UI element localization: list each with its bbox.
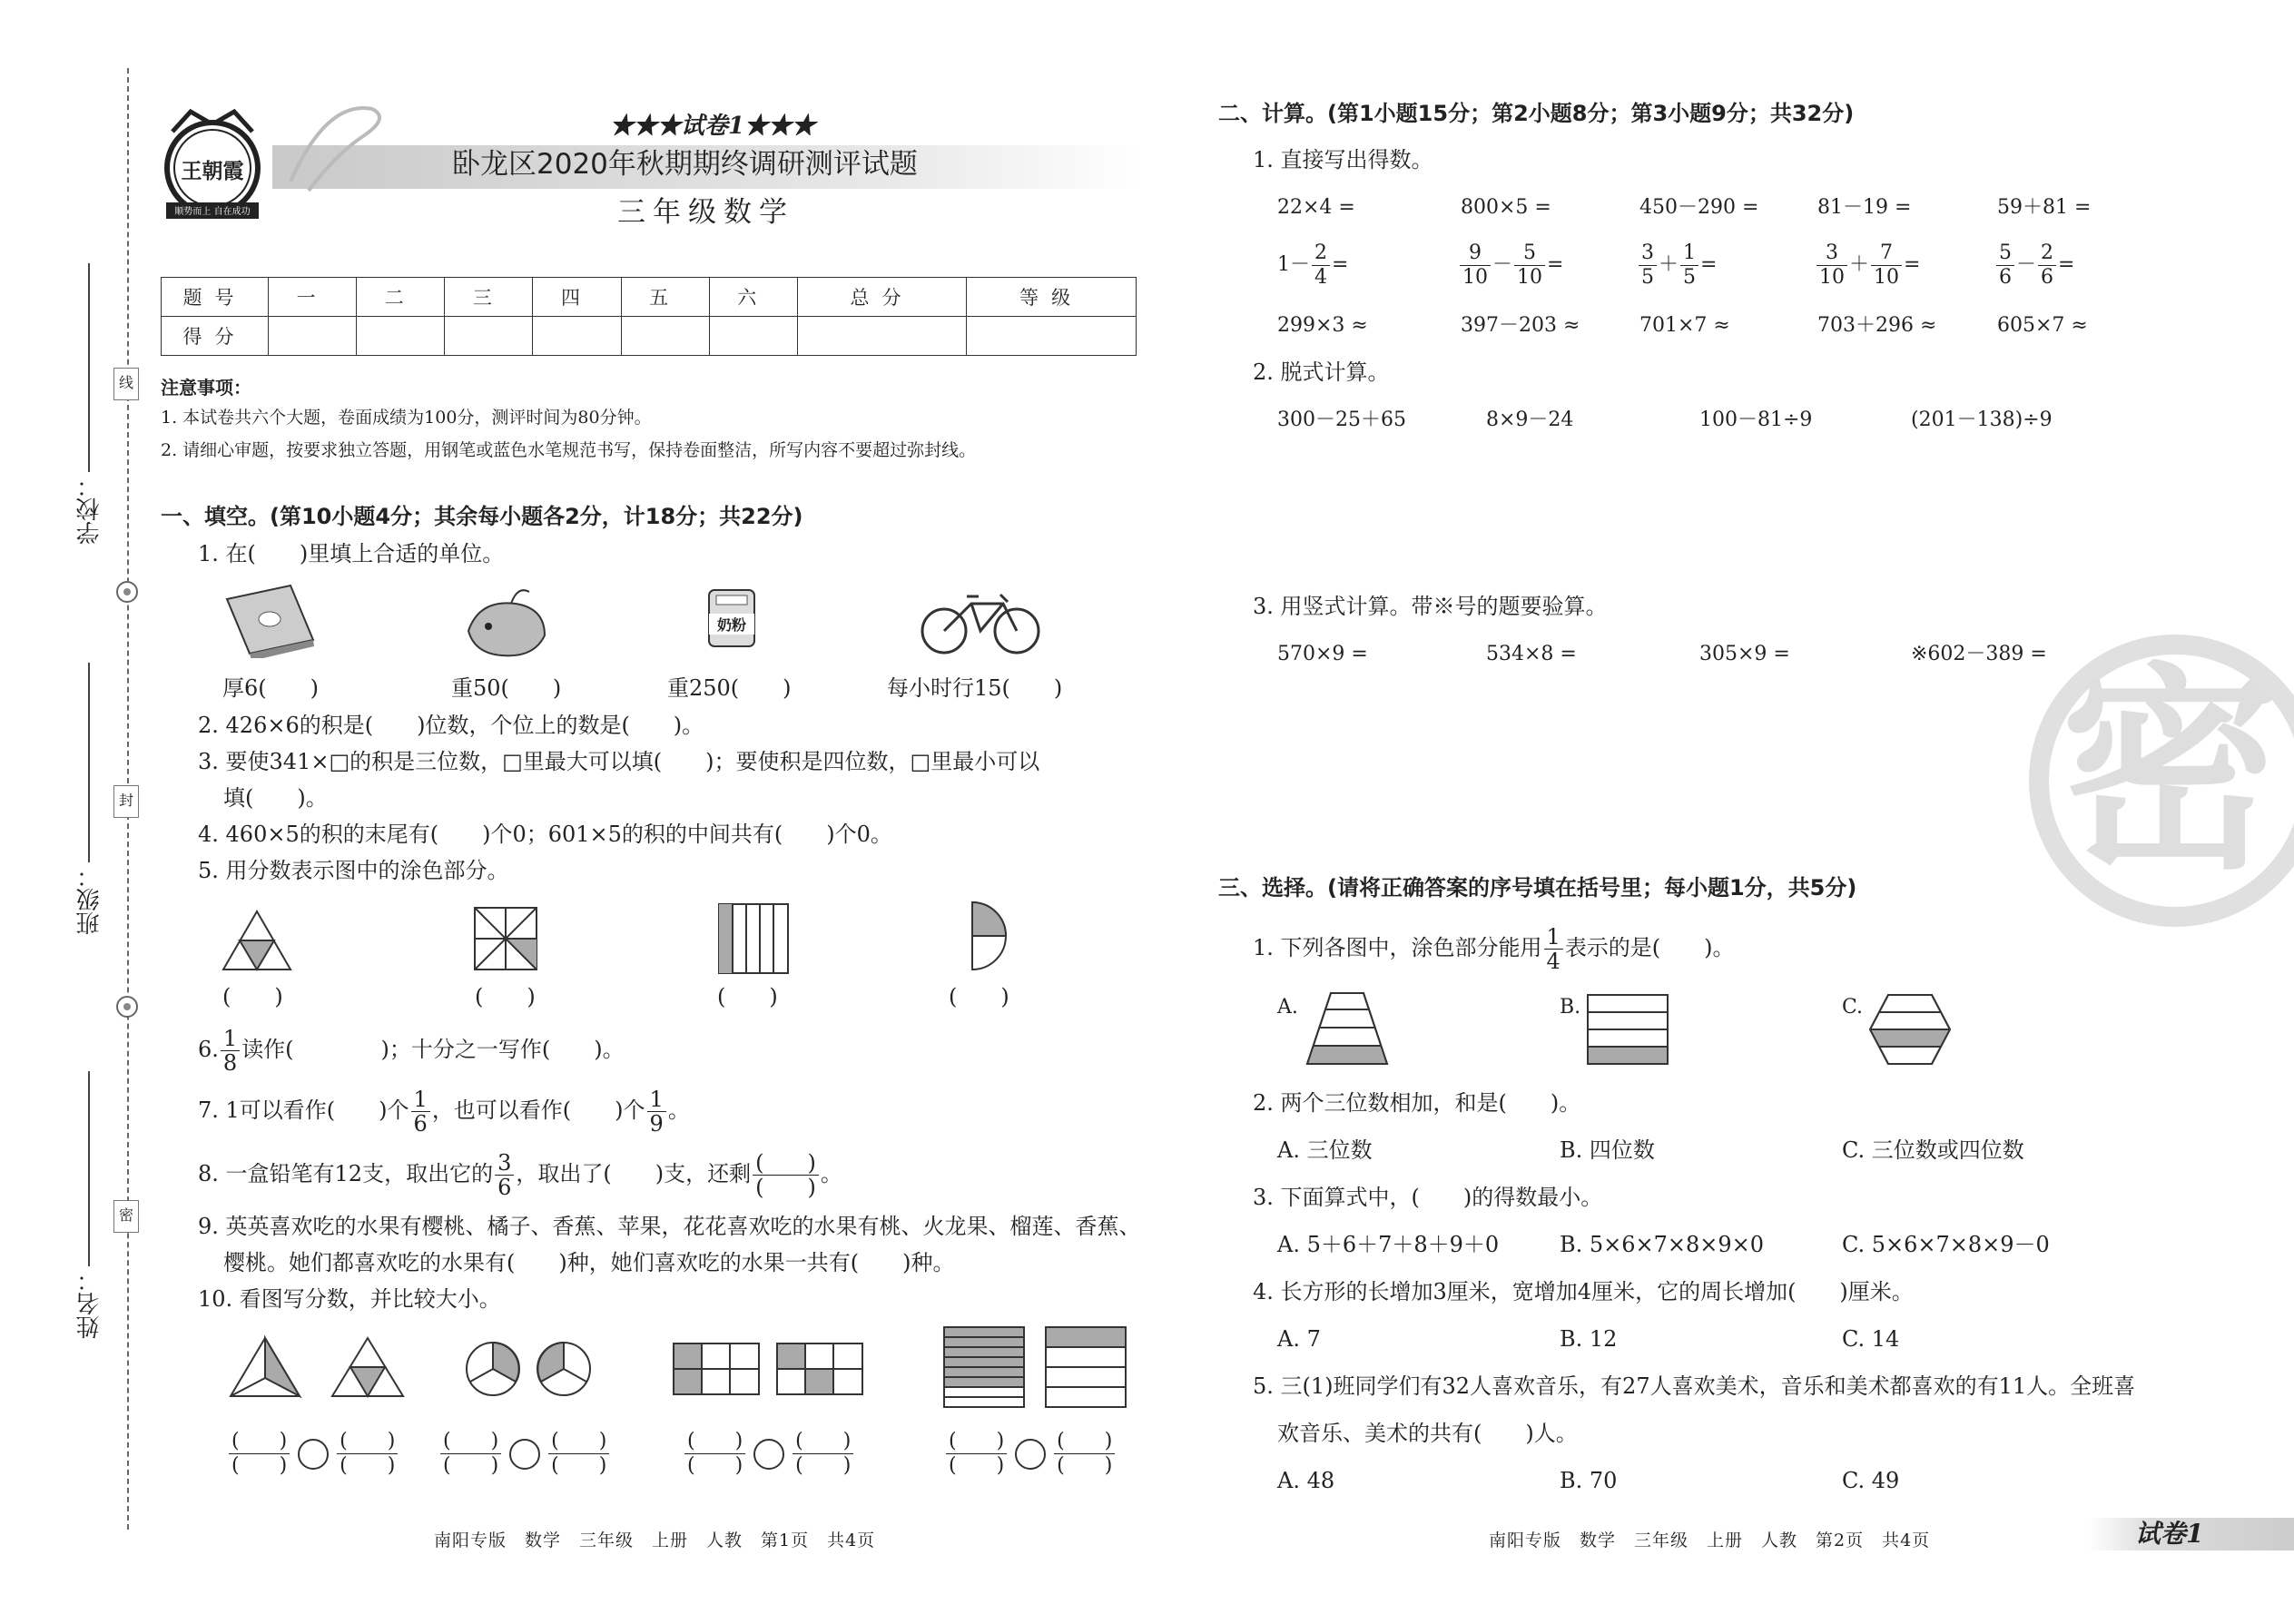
footer-tag: 试卷1 — [2135, 1519, 2204, 1549]
seal-dot-icon — [114, 579, 140, 605]
school-label: 学校： — [76, 474, 103, 545]
q6-number: 6. — [198, 1037, 219, 1062]
milk-powder-label: 奶粉 — [709, 614, 754, 635]
calc-item: 300－25＋65 — [1277, 408, 1406, 431]
brand-logo-subtext: 顺势而上 自在成功 — [174, 207, 251, 217]
name-field[interactable] — [73, 1071, 105, 1353]
milk-powder-icon — [705, 586, 758, 650]
calc-item: (201－138)÷9 — [1911, 408, 2053, 431]
calc-item: 534×8 = — [1486, 643, 1577, 665]
brand-logo — [159, 104, 266, 221]
s1-q7: 7. 1可以看作( )个 $\frac{1}{6}$ ，也可以看作( )个 $\frac{1}{9}$ 。 — [198, 1087, 690, 1137]
q6-text: 读作( )；十分之一写作( )。 — [241, 1037, 625, 1062]
seal-mark-seal: 封 — [113, 785, 139, 818]
s1-q5-blank[interactable]: ( ) — [475, 984, 536, 1009]
s1-q1-item: 每小时行15( ) — [887, 675, 1063, 701]
s1-q3-cont: 填( )。 — [223, 785, 328, 811]
s1-q6 — [198, 1022, 625, 1077]
s1-q8: 8. 一盒铅笔有12支，取出它的 $\frac{3}{6}$ ，取出了( )支，还剩 $\frac{( )}{( )}$ 。 — [198, 1150, 842, 1200]
calc-item: ※602－389 = — [1911, 643, 2047, 665]
option-item[interactable]: A. 三位数 — [1277, 1137, 1373, 1163]
compare-circle[interactable] — [509, 1439, 540, 1470]
s1-q1-item: 重50( ) — [451, 675, 562, 701]
watermark-char: 密 — [2061, 645, 2279, 899]
bicycle-icon — [917, 586, 1044, 658]
score-table-header-row — [162, 278, 1137, 317]
calc-item: 397－203 ≈ — [1461, 314, 1580, 337]
rect-stripes-figure — [1586, 993, 1669, 1066]
section-2-title: 二、计算。(第1小题15分；第2小题8分；第3小题9分；共32分) — [1218, 101, 1855, 126]
option-item[interactable]: A. 7 — [1277, 1326, 1321, 1352]
calc-item: 305×9 = — [1699, 643, 1790, 665]
calc-item: 81－19 = — [1817, 196, 1912, 219]
calc-item: 605×7 ≈ — [1997, 314, 2088, 337]
option-item[interactable]: B. 5×6×7×8×9×0 — [1560, 1232, 1765, 1257]
whale-toy-icon — [461, 581, 552, 663]
score-input[interactable] — [621, 317, 709, 356]
option-item[interactable]: B. 70 — [1560, 1468, 1618, 1493]
s1-q10: 10. 看图写分数，并比较大小。 — [198, 1286, 501, 1312]
calc-item: 703＋296 ≈ — [1817, 314, 1937, 337]
circle-parts-figure — [463, 1339, 595, 1399]
s3-q3: 3. 下面算式中，( )的得数最小。 — [1253, 1185, 1603, 1210]
option-item[interactable]: B. 四位数 — [1560, 1137, 1655, 1163]
ribbon-icon — [272, 91, 399, 200]
s3-q2: 2. 两个三位数相加，和是( )。 — [1253, 1090, 1581, 1116]
s1-q5-blank[interactable]: ( ) — [949, 984, 1009, 1009]
s1-q9: 9. 英英喜欢吃的水果有樱桃、橘子、香蕉、苹果，花花喜欢吃的水果有桃、火龙果、榴莲、香蕉、 — [198, 1214, 1141, 1239]
option-item[interactable]: A. 48 — [1277, 1468, 1335, 1493]
score-input[interactable] — [967, 317, 1137, 356]
calc-item: 701×7 ≈ — [1639, 314, 1730, 337]
score-cell: 一 — [269, 278, 357, 317]
score-input[interactable] — [533, 317, 621, 356]
score-cell: 得分 — [162, 317, 269, 356]
notes-title: 注意事项： — [161, 377, 251, 399]
calc-fraction-item: $\frac{3}{10}$ ＋ $\frac{7}{10}$ = — [1815, 238, 1920, 292]
calc-fraction-item: $\frac{3}{5}$ ＋ $\frac{1}{5}$ = — [1637, 238, 1717, 292]
calc-item: 100－81÷9 — [1699, 408, 1813, 431]
score-cell: 三 — [445, 278, 533, 317]
s1-q5: 5. 用分数表示图中的涂色部分。 — [198, 858, 509, 883]
stripes-shaded-figure — [717, 902, 790, 975]
section-3-title: 三、选择。(请将正确答案的序号填在括号里；每小题1分，共5分) — [1218, 875, 1857, 901]
s1-q1: 1. 在( )里填上合适的单位。 — [198, 541, 505, 566]
calc-fraction-item: $\frac{5}{6}$ － $\frac{2}{6}$ = — [1994, 238, 2074, 292]
s1-q2: 2. 426×6的积是( )位数，个位上的数是( )。 — [198, 713, 704, 738]
brand-logo-text: 王朝霞 — [181, 159, 244, 183]
score-input[interactable] — [797, 317, 967, 356]
score-table — [161, 277, 1137, 356]
compare-group[interactable]: $\frac{( )}{( )}$ $\frac{( )}{( )}$ — [227, 1430, 399, 1478]
option-item[interactable]: C. 14 — [1842, 1326, 1900, 1352]
s1-q5-blank[interactable]: ( ) — [717, 984, 778, 1009]
hexagon-stripes-figure — [1868, 993, 1952, 1066]
s3-q5: 5. 三(1)班同学们有32人喜欢音乐，有27人喜欢美术，音乐和美术都喜欢的有11人。全班喜 — [1253, 1373, 2136, 1399]
compare-group[interactable]: $\frac{( )}{( )}$ $\frac{( )}{( )}$ — [944, 1430, 1117, 1478]
calc-item: 800×5 = — [1461, 196, 1551, 219]
option-label[interactable]: B. — [1560, 996, 1581, 1019]
score-cell: 四 — [533, 278, 621, 317]
stacked-stripes-figure — [942, 1325, 1133, 1409]
section-1-title: 一、填空。(第10小题4分；其余每小题各2分，计18分；共22分) — [161, 504, 803, 529]
option-item[interactable]: A. 5＋6＋7＋8＋9＋0 — [1277, 1232, 1500, 1257]
calc-item: 299×3 ≈ — [1277, 314, 1368, 337]
s1-q1-item: 厚6( ) — [222, 675, 319, 701]
option-item[interactable]: C. 5×6×7×8×9－0 — [1842, 1232, 2050, 1257]
school-field[interactable] — [73, 263, 105, 545]
trapezoid-stripes-figure — [1305, 991, 1389, 1066]
compare-group[interactable]: $\frac{( )}{( )}$ $\frac{( )}{( )}$ — [683, 1430, 855, 1478]
grid-rect-figure — [672, 1342, 871, 1396]
fraction: $\frac{1}{6}$ — [411, 1088, 430, 1136]
compare-group[interactable]: $\frac{( )}{( )}$ $\frac{( )}{( )}$ — [438, 1430, 611, 1478]
s3-q4: 4. 长方形的长增加3厘米，宽增加4厘米，它的周长增加( )厘米。 — [1253, 1279, 1914, 1304]
compare-circle[interactable] — [298, 1439, 329, 1470]
fraction: $\frac{1}{4}$ — [1544, 925, 1563, 973]
calc-item: 22×4 = — [1277, 196, 1355, 219]
compare-circle[interactable] — [1015, 1439, 1046, 1470]
score-cell: 五 — [621, 278, 709, 317]
fraction-blank[interactable]: $\frac{( )}{( )}$ — [753, 1151, 819, 1199]
fraction: $\frac{3}{6}$ — [495, 1151, 514, 1199]
score-input[interactable] — [709, 317, 797, 356]
s3-q1: 1. 下列各图中，涂色部分能用 $\frac{1}{4}$ 表示的是( )。 — [1253, 924, 1735, 974]
s2-q2: 2. 脱式计算。 — [1253, 359, 1390, 385]
pyramid-triangle-figure — [227, 1334, 409, 1400]
s3-q5-cont: 欢音乐、美术的共有( )人。 — [1277, 1421, 1578, 1446]
s1-q5-blank[interactable]: ( ) — [222, 984, 283, 1009]
seal-dot-icon — [114, 994, 140, 1019]
score-input[interactable] — [445, 317, 533, 356]
book-icon — [218, 581, 318, 658]
notes-item: 1. 本试卷共六个大题，卷面成绩为100分，测评时间为80分钟。 — [161, 408, 652, 428]
calc-item: 450－290 = — [1639, 196, 1759, 219]
s1-q4: 4. 460×5的积的末尾有( )个0；601×5的积的中间共有( )个0。 — [198, 822, 892, 847]
paper-number: ★★★试卷1★★★ — [610, 113, 816, 140]
notes-item: 2. 请细心审题，按要求独立答题，用钢笔或蓝色水笔规范书写，保持卷面整洁，所写内容不要超过弥封线。 — [161, 440, 977, 460]
class-label: 班级： — [76, 864, 103, 935]
score-cell: 六 — [709, 278, 797, 317]
option-item[interactable]: C. 49 — [1842, 1468, 1900, 1493]
s1-q3: 3. 要使341×□的积是三位数，□里最大可以填( )；要使积是四位数，□里最小可以 — [198, 749, 1040, 774]
score-input[interactable] — [269, 317, 357, 356]
exam-subtitle: 三年级数学 — [617, 196, 794, 229]
exam-title: 卧龙区2020年秋期期终调研测评试题 — [452, 148, 918, 181]
score-input[interactable] — [357, 317, 445, 356]
seal-mark-secret: 密 — [113, 1200, 139, 1233]
s1-q1-item: 重250( ) — [667, 675, 792, 701]
class-field[interactable] — [73, 663, 105, 944]
s1-q9-cont: 樱桃。她们都喜欢吃的水果有( )种，她们喜欢吃的水果一共有( )种。 — [223, 1250, 955, 1275]
score-cell: 等级 — [967, 278, 1137, 317]
calc-item: 59＋81 = — [1997, 196, 2092, 219]
fraction: $\frac{1}{9}$ — [647, 1088, 666, 1136]
option-label[interactable]: C. — [1842, 996, 1864, 1019]
s2-q3: 3. 用竖式计算。带※号的题要验算。 — [1253, 594, 1608, 619]
footer-right: 南阳专版 数学 三年级 上册 人教 第2页 共4页 — [1489, 1530, 1931, 1550]
s2-q1: 1. 直接写出得数。 — [1253, 147, 1433, 172]
semicircle-shaded-figure — [967, 899, 1012, 973]
name-label: 姓名： — [76, 1268, 103, 1339]
score-table-score-row — [162, 317, 1137, 356]
calc-item: 8×9－24 — [1486, 408, 1574, 431]
square-shaded-figure — [473, 906, 538, 971]
footer-left: 南阳专版 数学 三年级 上册 人教 第1页 共4页 — [434, 1530, 876, 1550]
option-item[interactable]: C. 三位数或四位数 — [1842, 1137, 2024, 1163]
calc-fraction-item: $\frac{9}{10}$ － $\frac{5}{10}$ = — [1458, 238, 1563, 292]
score-cell: 总分 — [797, 278, 967, 317]
option-label[interactable]: A. — [1277, 996, 1298, 1019]
score-cell: 题号 — [162, 278, 269, 317]
calc-fraction-item: 1－ $\frac{2}{4}$ = — [1277, 241, 1349, 289]
seal-mark-line: 线 — [113, 368, 139, 400]
compare-circle[interactable] — [753, 1439, 784, 1470]
triangle-shaded-figure — [220, 908, 294, 973]
fraction: $\frac{1}{8}$ — [221, 1027, 240, 1075]
calc-item: 570×9 = — [1277, 643, 1368, 665]
score-cell: 二 — [357, 278, 445, 317]
option-item[interactable]: B. 12 — [1560, 1326, 1618, 1352]
